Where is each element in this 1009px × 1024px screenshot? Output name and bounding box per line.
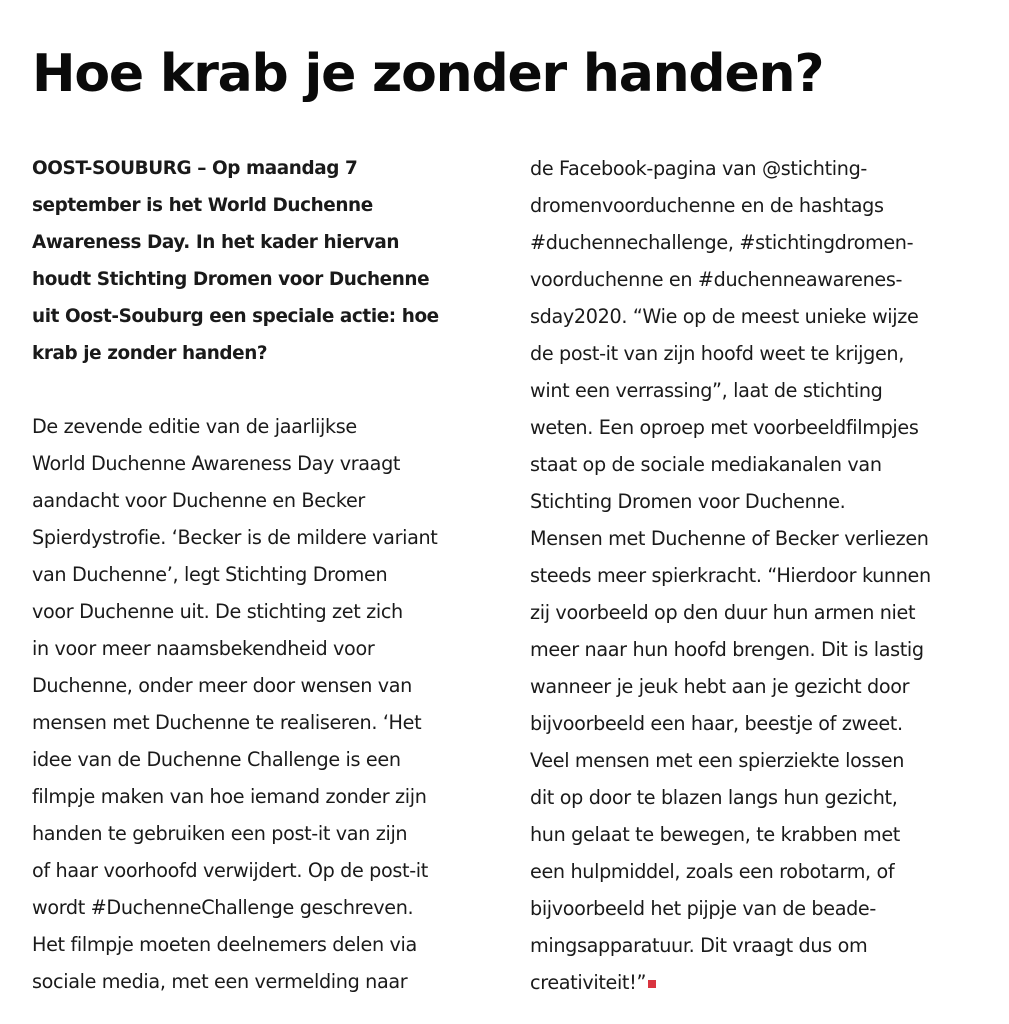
lead-line: Awareness Day. In het kader hiervan bbox=[32, 232, 400, 253]
body-line: Het filmpje moeten deelnemers delen via bbox=[32, 933, 417, 956]
body-line: filmpje maken van hoe iemand zonder zijn bbox=[32, 785, 427, 808]
body-line: een hulpmiddel, zoals een robotarm, of bbox=[530, 860, 895, 883]
body-line: bijvoorbeeld een haar, beestje of zweet. bbox=[530, 712, 903, 735]
body-line: #duchennechallenge, #stichtingdromen- bbox=[530, 231, 914, 254]
body-line: Mensen met Duchenne of Becker verliezen bbox=[530, 527, 929, 550]
body-line: wint een verrassing”, laat de stichting bbox=[530, 379, 883, 402]
body-line: mensen met Duchenne te realiseren. ‘Het bbox=[32, 711, 422, 734]
body-line: wanneer je jeuk hebt aan je gezicht door bbox=[530, 675, 910, 698]
body-line: idee van de Duchenne Challenge is een bbox=[32, 748, 401, 771]
body-line: zij voorbeeld op den duur hun armen niet bbox=[530, 601, 916, 624]
body-line: voor Duchenne uit. De stichting zet zich bbox=[32, 600, 403, 623]
end-mark-icon bbox=[648, 980, 656, 988]
body-line: aandacht voor Duchenne en Becker bbox=[32, 489, 365, 512]
lead-line: OOST-SOUBURG – Op maandag 7 bbox=[32, 158, 358, 179]
lead-line: september is het World Duchenne bbox=[32, 195, 373, 216]
body-line: weten. Een oproep met voorbeeldfilmpjes bbox=[530, 416, 919, 439]
article-title: Hoe krab je zonder handen? bbox=[32, 44, 824, 104]
article-lead bbox=[32, 150, 507, 372]
body-line: dromenvoorduchenne en de hashtags bbox=[530, 194, 884, 217]
body-line: mingsapparatuur. Dit vraagt dus om bbox=[530, 934, 868, 957]
body-line: sociale media, met een vermelding naar bbox=[32, 970, 408, 993]
body-line: Veel mensen met een spierziekte lossen bbox=[530, 749, 905, 772]
last-line bbox=[530, 964, 1005, 1001]
article-body-left bbox=[32, 408, 507, 1000]
body-line: bijvoorbeeld het pijpje van de beade- bbox=[530, 897, 876, 920]
body-line: meer naar hun hoofd brengen. Dit is lastig bbox=[530, 638, 924, 661]
lead-line: krab je zonder handen? bbox=[32, 343, 268, 364]
body-line: staat op de sociale mediakanalen van bbox=[530, 453, 882, 476]
body-line: Spierdystrofie. ‘Becker is de mildere variant bbox=[32, 526, 438, 549]
lead-line: uit Oost-Souburg een speciale actie: hoe bbox=[32, 306, 439, 327]
body-line: sday2020. “Wie op de meest unieke wijze bbox=[530, 305, 919, 328]
body-line: de Facebook-pagina van @stichting- bbox=[530, 157, 867, 180]
body-line: World Duchenne Awareness Day vraagt bbox=[32, 452, 401, 475]
body-line: van Duchenne’, legt Stichting Dromen bbox=[32, 563, 388, 586]
body-line: handen te gebruiken een post-it van zijn bbox=[32, 822, 408, 845]
body-line: de post-it van zijn hoofd weet te krijgen, bbox=[530, 342, 904, 365]
left-column bbox=[32, 150, 507, 1000]
body-line: of haar voorhoofd verwijdert. Op de post-it bbox=[32, 859, 428, 882]
body-line: wordt #DuchenneChallenge geschreven. bbox=[32, 896, 414, 919]
paragraph-gap bbox=[32, 372, 507, 408]
body-line: hun gelaat te bewegen, te krabben met bbox=[530, 823, 900, 846]
last-line-text: creativiteit!” bbox=[530, 971, 647, 994]
body-line: dit op door te blazen langs hun gezicht, bbox=[530, 786, 898, 809]
body-line: Stichting Dromen voor Duchenne. bbox=[530, 490, 846, 513]
body-line: steeds meer spierkracht. “Hierdoor kunnen bbox=[530, 564, 931, 587]
body-line: De zevende editie van de jaarlijkse bbox=[32, 415, 357, 438]
right-column bbox=[530, 150, 1005, 1001]
body-line: voorduchenne en #duchenneawarenes- bbox=[530, 268, 903, 291]
body-line: in voor meer naamsbekendheid voor bbox=[32, 637, 375, 660]
lead-line: houdt Stichting Dromen voor Duchenne bbox=[32, 269, 430, 290]
body-line: Duchenne, onder meer door wensen van bbox=[32, 674, 412, 697]
